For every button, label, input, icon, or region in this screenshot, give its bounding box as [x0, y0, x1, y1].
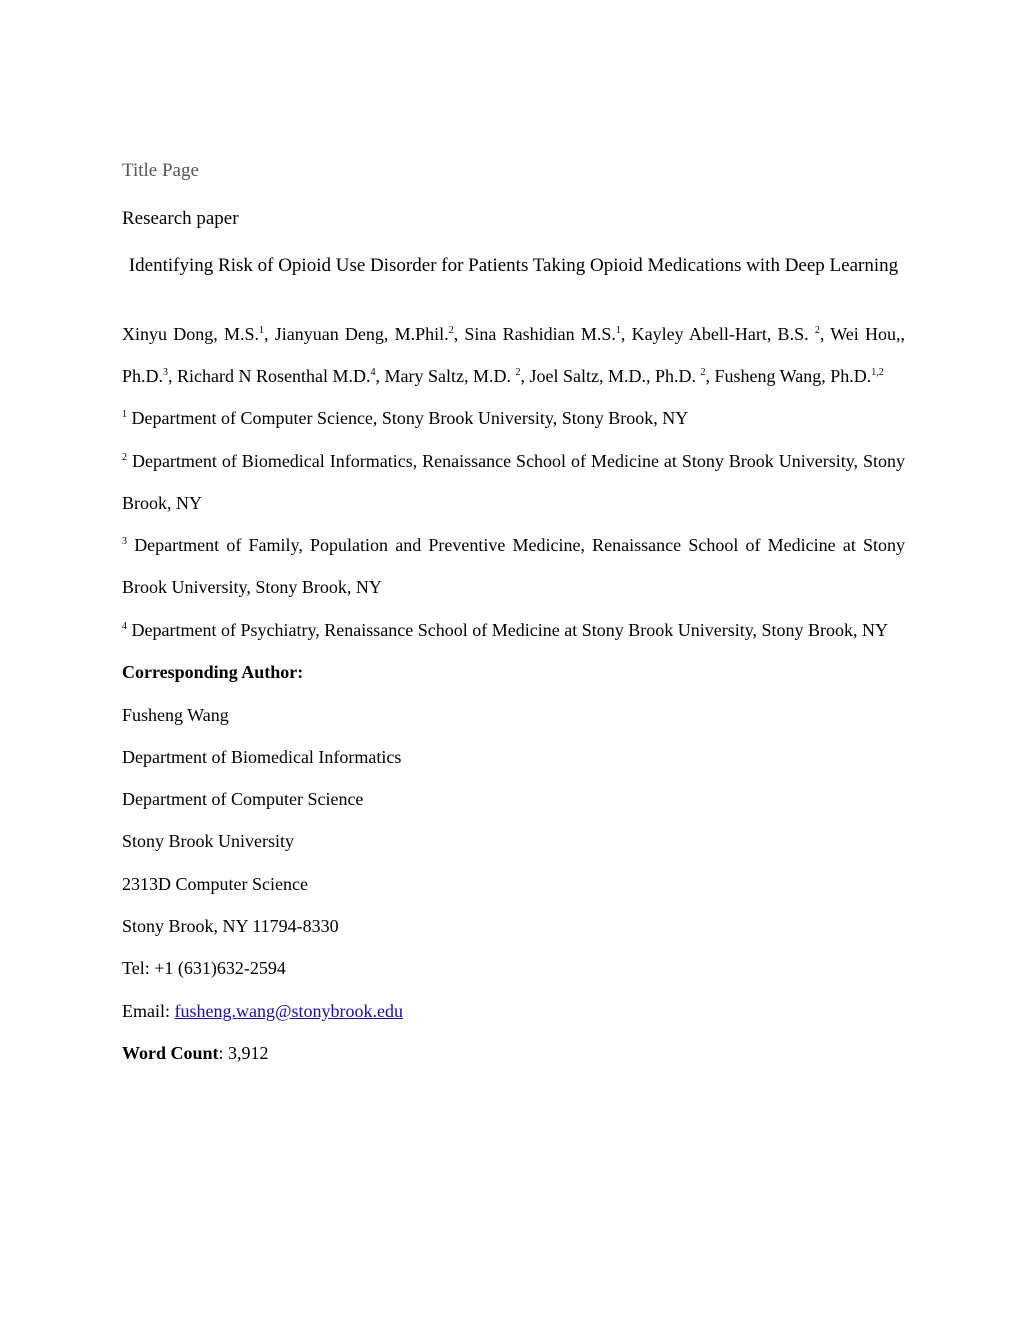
corresponding-author-name: Fusheng Wang: [122, 705, 229, 725]
paper-title: Identifying Risk of Opioid Use Disorder for Patients Taking Opioid Medications with Deep Learning: [128, 255, 899, 276]
affiliation-number: 4: [122, 621, 127, 632]
author-list-line-1: Xinyu Dong, M.S.$^1$, Jianyuan Deng, M.Phil.$^2$, Sina Rashidian M.S.$^1$, Kayley Abell-Hart, B.S. $^2$, Wei Hou,,: [122, 324, 906, 344]
corresponding-dept-2: Department of Computer Science: [122, 789, 364, 809]
author-affiliation-marker: 4: [370, 367, 376, 378]
corresponding-email-line: [122, 1000, 403, 1022]
email-link[interactable]: fusheng.wang@stonybrook.edu: [174, 1001, 404, 1021]
corresponding-author-heading: Corresponding Author:: [122, 662, 304, 682]
word-count: [122, 1042, 269, 1064]
author-affiliation-marker: 2: [700, 367, 706, 378]
word-count-separator: :: [218, 1043, 229, 1063]
author-affiliation-marker: 2: [814, 325, 820, 336]
author-affiliation-marker: 1,2: [871, 367, 884, 378]
author-name: Richard N Rosenthal M.D.: [177, 366, 371, 386]
author-affiliation-marker: 2: [515, 367, 521, 378]
author-list-line-2: Ph.D.$^3$, Richard N Rosenthal M.D.$^4$, Mary Saltz, M.D. $^2$, Joel Saltz, M.D., Ph.D. $^2$, Fusheng Wang, Ph.D.$^{1,2}$: [122, 366, 884, 386]
author-name: Kayley Abell-Hart, B.S.: [631, 324, 815, 344]
affiliation-2-line-1: [122, 450, 905, 472]
corresponding-city: Stony Brook, NY 11794-8330: [122, 916, 339, 936]
affiliation-4: [122, 619, 888, 641]
author-affiliation-marker: 1: [615, 325, 621, 336]
author-affiliation-marker: 3: [163, 367, 169, 378]
paper-type: Research paper: [122, 208, 239, 229]
affiliation-3-line-2: Brook University, Stony Brook, NY: [122, 577, 382, 597]
author-name: Fusheng Wang, Ph.D.: [714, 366, 872, 386]
affiliation-text: Department of Family, Population and Preventive Medicine, Renaissance School of Medicine at Stony: [134, 535, 906, 555]
affiliation-1: [122, 407, 688, 429]
word-count-label: Word Count: [122, 1043, 219, 1063]
affiliation-text: Department of Biomedical Informatics, Renaissance School of Medicine at Stony Brook University, Stony: [131, 451, 906, 471]
affiliation-text: Department of Computer Science, Stony Brook University, Stony Brook, NY: [131, 408, 689, 428]
author-affiliation-marker: 2: [448, 325, 454, 336]
author-name: Sina Rashidian M.S.: [464, 324, 616, 344]
affiliation-3-line-1: [122, 534, 905, 556]
affiliation-text: Department of Psychiatry, Renaissance School of Medicine at Stony Brook University, Stony Brook, NY: [131, 620, 889, 640]
word-count-value: 3,912: [228, 1043, 269, 1063]
author-name-part: Wei Hou,,: [830, 324, 906, 344]
author-name: Xinyu Dong, M.S.: [122, 324, 259, 344]
author-name: Mary Saltz, M.D.: [384, 366, 516, 386]
corresponding-university: Stony Brook University: [122, 831, 295, 851]
author-name-part: Ph.D.: [122, 366, 164, 386]
corresponding-office: 2313D Computer Science: [122, 874, 308, 894]
author-affiliation-marker: 1: [258, 325, 264, 336]
affiliation-number: 1: [122, 409, 127, 420]
author-name: Jianyuan Deng, M.Phil.: [274, 324, 449, 344]
author-name: Joel Saltz, M.D., Ph.D.: [529, 366, 701, 386]
affiliation-number: 3: [122, 536, 127, 547]
affiliation-2-line-2: Brook, NY: [122, 493, 202, 513]
title-page-label: Title Page: [122, 160, 199, 181]
affiliation-number: 2: [122, 452, 127, 463]
corresponding-dept-1: Department of Biomedical Informatics: [122, 747, 402, 767]
corresponding-tel: Tel: +1 (631)632-2594: [122, 958, 286, 978]
email-label: Email:: [122, 1001, 175, 1021]
